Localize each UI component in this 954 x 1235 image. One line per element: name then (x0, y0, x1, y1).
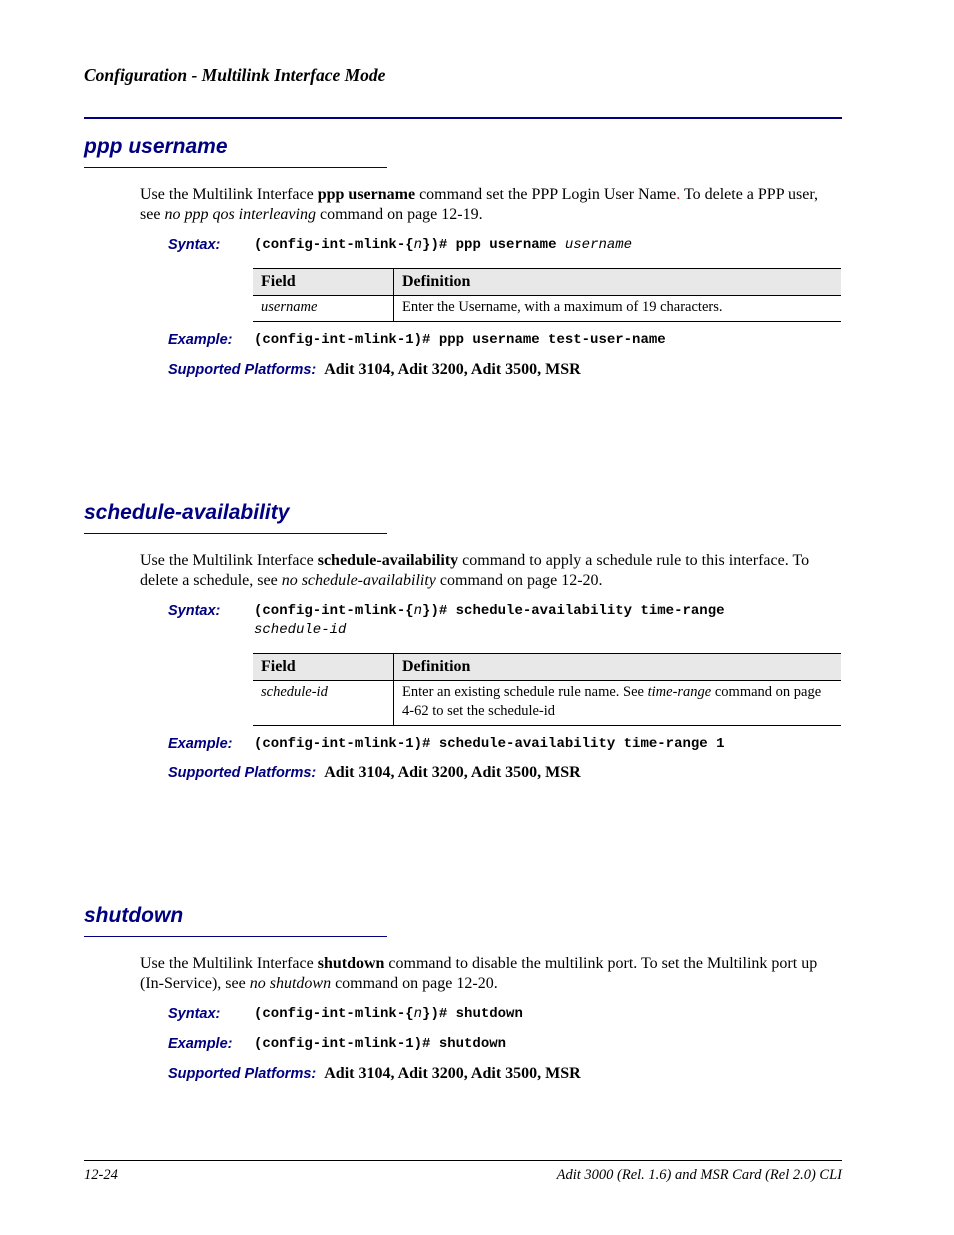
table-row (253, 681, 841, 726)
section-title-ppp-username: ppp username (84, 135, 228, 158)
platforms-value: Adit 3104, Adit 3200, Adit 3500, MSR (324, 361, 581, 378)
platforms-label: Supported Platforms: (168, 1066, 317, 1082)
cross-reference: no schedule-availability (281, 572, 436, 589)
syntax-label: Syntax: (168, 603, 221, 619)
command-name: schedule-availability (317, 552, 459, 569)
syntax-label: Syntax: (168, 1006, 221, 1022)
page-header-title: Configuration - Multilink Interface Mode (84, 65, 386, 85)
table-header-field: Field (253, 269, 394, 296)
supported-platforms (168, 764, 581, 782)
example-command: (config-int-mlink-1)# shutdown (254, 1036, 507, 1052)
page-number: 12-24 (84, 1167, 118, 1183)
table-row (253, 296, 841, 322)
footer-divider (84, 1160, 842, 1161)
field-cell: username (253, 296, 394, 322)
syntax-parameter: schedule-id (254, 622, 347, 638)
platforms-label: Supported Platforms: (168, 765, 317, 781)
supported-platforms (168, 1065, 581, 1083)
definition-cell: Enter an existing schedule rule name. See time-range command on page 4-62 to set the schedule-id (394, 681, 842, 726)
section-divider (84, 533, 387, 534)
command-name: ppp username (317, 186, 416, 203)
example-label: Example: (168, 332, 233, 348)
section-title-schedule-availability: schedule-availability (84, 501, 290, 524)
example-command: (config-int-mlink-1)# ppp username test-user-name (254, 332, 666, 348)
section-intro: Use the Multilink Interface schedule-availability command to apply a schedule rule to this interface. To delete a schedule, see no schedule-availability command on page 12-20. (140, 552, 810, 589)
section-divider (84, 936, 387, 937)
section-divider (84, 167, 387, 168)
cross-reference: no ppp qos interleaving (164, 206, 316, 223)
document-title: Adit 3000 (Rel. 1.6) and MSR Card (Rel 2.0) CLI (556, 1167, 842, 1183)
section-intro: Use the Multilink Interface shutdown command to disable the multilink port. To set the Multilink port up (In-Service), see no shutdown command on page 12-20. (140, 955, 818, 992)
field-cell: schedule-id (253, 681, 394, 726)
definition-table (253, 268, 841, 322)
example-label: Example: (168, 736, 233, 752)
table-header-definition: Definition (394, 654, 842, 681)
platforms-value: Adit 3104, Adit 3200, Adit 3500, MSR (324, 1065, 581, 1082)
syntax-command: (config-int-mlink-{n})# ppp username username (254, 237, 633, 253)
header-divider (84, 117, 842, 119)
section-title-shutdown: shutdown (84, 904, 184, 927)
syntax-command: (config-int-mlink-{n})# schedule-availability time-range (254, 603, 725, 619)
command-name: shutdown (317, 955, 385, 972)
platforms-value: Adit 3104, Adit 3200, Adit 3500, MSR (324, 764, 581, 781)
table-header-definition: Definition (394, 269, 842, 296)
cross-reference: no shutdown (249, 975, 332, 992)
syntax-command: (config-int-mlink-{n})# shutdown (254, 1006, 523, 1022)
supported-platforms (168, 361, 581, 379)
example-label: Example: (168, 1036, 233, 1052)
platforms-label: Supported Platforms: (168, 362, 317, 378)
definition-cell: Enter the Username, with a maximum of 19 characters. (394, 296, 842, 322)
syntax-label: Syntax: (168, 237, 221, 253)
table-header-field: Field (253, 654, 394, 681)
example-command: (config-int-mlink-1)# schedule-availability time-range 1 (254, 736, 725, 752)
cross-reference: time-range (647, 684, 712, 700)
section-intro: Use the Multilink Interface ppp username command set the PPP Login User Name. To delete a PPP user, see no ppp qos interleaving command on page 12-19. (140, 186, 819, 223)
definition-table (253, 653, 841, 726)
